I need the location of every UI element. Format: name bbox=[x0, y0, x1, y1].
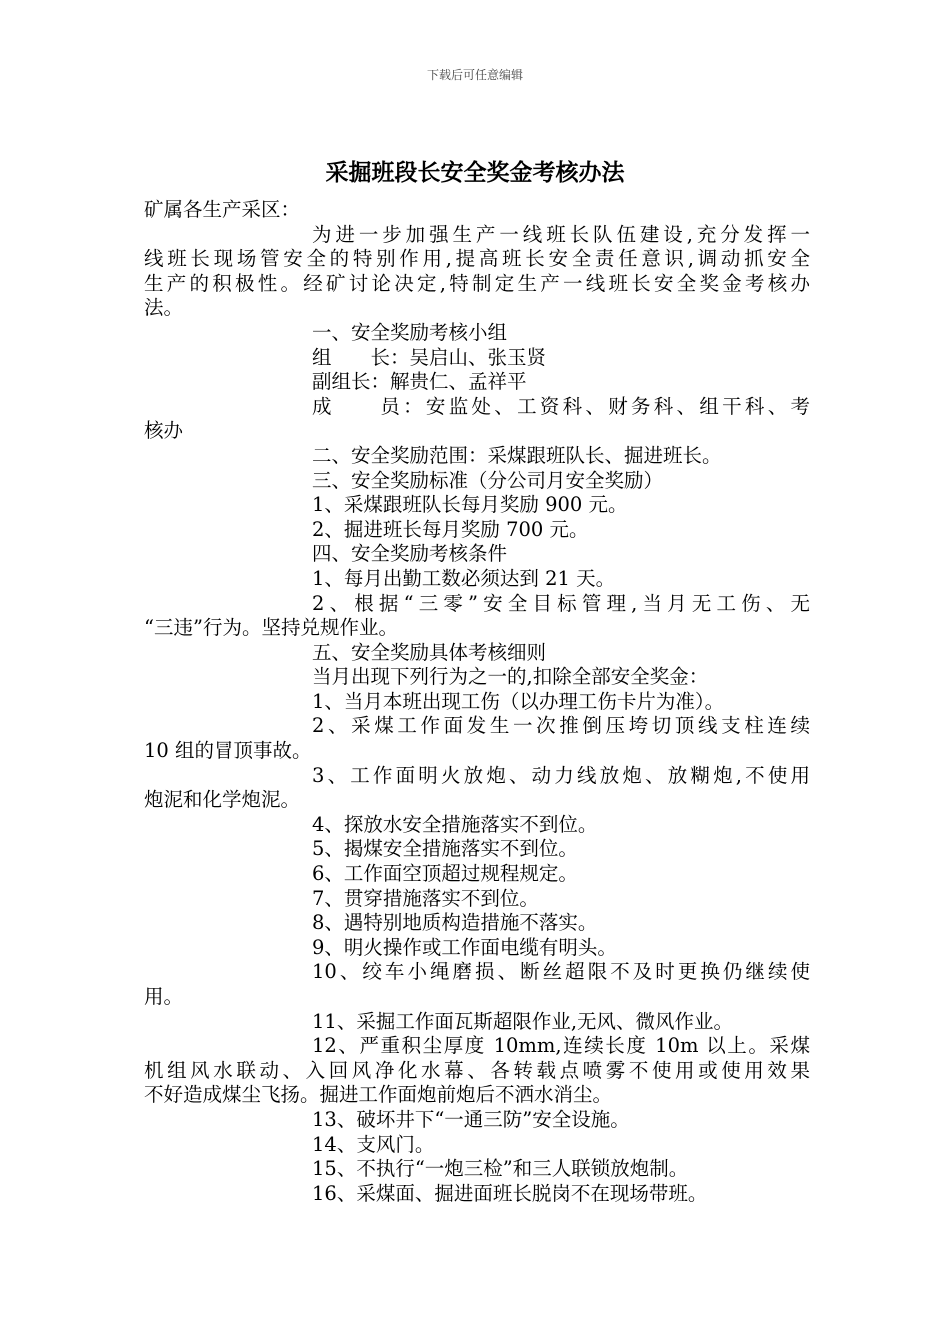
paragraph-line: 12、严重积尘厚度 10mm,连续长度 10m 以上。采煤 bbox=[312, 1034, 810, 1058]
paragraph-line: 机组风水联动、入回风净化水幕、各转载点喷雾不使用或使用效果 bbox=[144, 1058, 810, 1082]
paragraph-line: 线班长现场管安全的特别作用,提高班长安全责任意识,调动抓安全 bbox=[144, 247, 810, 271]
paragraph-line: 一、安全奖励考核小组 bbox=[312, 320, 508, 344]
paragraph-line: 7、贯穿措施落实不到位。 bbox=[312, 886, 539, 910]
paragraph-line: 4、探放水安全措施落实不到位。 bbox=[312, 812, 598, 836]
paragraph-line: 四、安全奖励考核条件 bbox=[312, 542, 508, 566]
paragraph-line: 3、工作面明火放炮、动力线放炮、放糊炮,不使用 bbox=[312, 763, 810, 787]
paragraph-line: 用。 bbox=[144, 985, 184, 1008]
paragraph-line: “三违”行为。坚持兑规作业。 bbox=[144, 616, 398, 640]
paragraph-line: 当月出现下列行为之一的,扣除全部安全奖金： bbox=[312, 665, 709, 689]
paragraph-line: 5、揭煤安全措施落实不到位。 bbox=[312, 837, 578, 861]
paragraph-line: 10、绞车小绳磨损、断丝超限不及时更换仍继续使 bbox=[312, 960, 810, 984]
paragraph-line: 1、当月本班出现工伤（以办理工伤卡片为准）。 bbox=[312, 689, 725, 713]
paragraph-line: 组 长：吴启山、张玉贤 bbox=[312, 345, 547, 369]
paragraph-line: 核办 bbox=[144, 419, 184, 443]
paragraph-line: 不好造成煤尘飞扬。掘进工作面炮前炮后不洒水消尘。 bbox=[144, 1083, 613, 1107]
paragraph-line: 矿属各生产采区： bbox=[144, 198, 301, 221]
paragraph-line: 8、遇特别地质构造措施不落实。 bbox=[312, 911, 598, 935]
paragraph-line: 三、安全奖励标准（分公司月安全奖励） bbox=[312, 468, 664, 492]
paragraph-line: 2、采煤工作面发生一次推倒压垮切顶线支柱连续 bbox=[312, 714, 810, 738]
paragraph-line: 16、采煤面、掘进面班长脱岗不在现场带班。 bbox=[312, 1181, 708, 1205]
paragraph-line: 五、安全奖励具体考核细则 bbox=[312, 640, 547, 664]
paragraph-line: 炮泥和化学炮泥。 bbox=[144, 788, 301, 812]
paragraph-line: 为进一步加强生产一线班长队伍建设,充分发挥一 bbox=[312, 222, 810, 246]
paragraph-line: 13、破坏井下“一通三防”安全设施。 bbox=[312, 1107, 630, 1131]
page-header-note: 下载后可任意编辑 bbox=[426, 68, 523, 82]
paragraph-line: 1、每月出勤工数必须达到 21 天。 bbox=[312, 566, 616, 590]
document-body bbox=[144, 198, 810, 1206]
paragraph-line: 法。 bbox=[144, 296, 184, 320]
paragraph-line: 6、工作面空顶超过规程规定。 bbox=[312, 862, 578, 886]
paragraph-line: 1、采煤跟班队长每月奖励 900 元。 bbox=[312, 493, 628, 517]
paragraph-line: 生产的积极性。经矿讨论决定,特制定生产一线班长安全奖金考核办 bbox=[144, 271, 810, 295]
paragraph-line: 11、采掘工作面瓦斯超限作业,无风、微风作业。 bbox=[312, 1009, 734, 1033]
paragraph-line: 15、不执行“一炮三检”和三人联锁放炮制。 bbox=[312, 1157, 689, 1181]
paragraph-line: 副组长：解贵仁、孟祥平 bbox=[312, 370, 527, 394]
paragraph-line: 10 组的冒顶事故。 bbox=[144, 739, 312, 763]
paragraph-line: 2、掘进班长每月奖励 700 元。 bbox=[312, 517, 589, 541]
paragraph-line: 二、安全奖励范围：采煤跟班队长、掘进班长。 bbox=[312, 443, 722, 467]
paragraph-line: 2、根据“三零”安全目标管理,当月无工伤、无 bbox=[312, 591, 810, 615]
paragraph-line: 14、支风门。 bbox=[312, 1132, 435, 1156]
document-title: 采掘班段长安全奖金考核办法 bbox=[325, 160, 625, 186]
paragraph-line: 9、明火操作或工作面电缆有明头。 bbox=[312, 935, 617, 959]
paragraph-line: 成 员：安监处、工资科、财务科、组干科、考 bbox=[312, 394, 810, 418]
